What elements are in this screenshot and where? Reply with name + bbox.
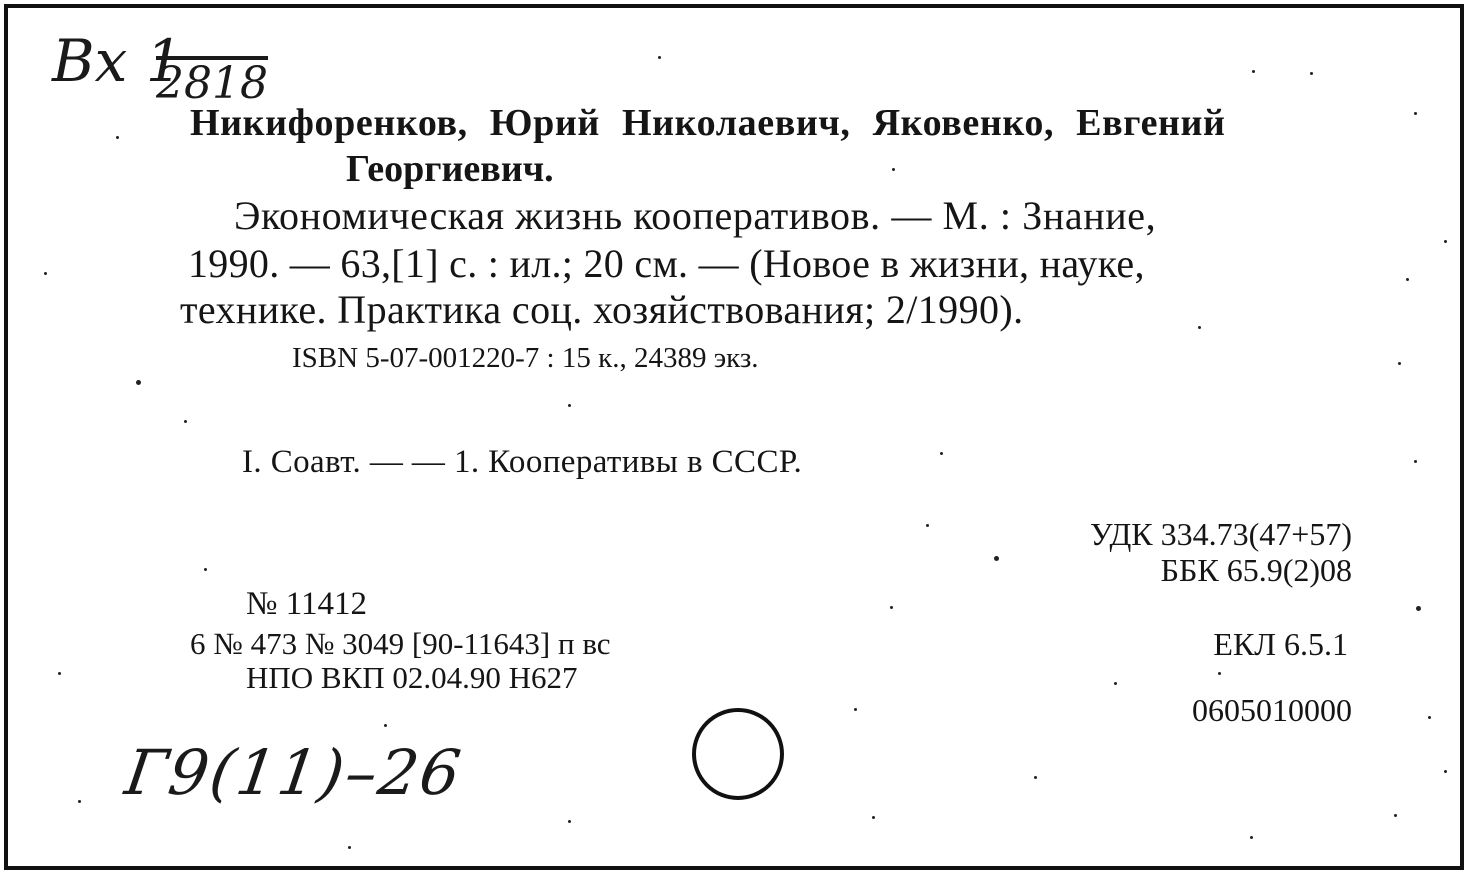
scan-speck bbox=[658, 56, 661, 59]
isbn-line: ISBN 5-07-001220-7 : 15 к., 24389 экз. bbox=[292, 342, 759, 374]
authors-line-1: Никифоренков, Юрий Николаевич, Яковенко, Евгений bbox=[190, 102, 1226, 144]
scan-speck bbox=[994, 556, 999, 561]
order-line: 6 № 473 № 3049 [90-11643] п вс bbox=[190, 626, 611, 661]
scan-speck bbox=[872, 816, 875, 819]
scan-speck bbox=[1250, 836, 1253, 839]
scan-speck bbox=[136, 380, 141, 385]
catalog-card bbox=[4, 4, 1464, 870]
scan-speck bbox=[568, 404, 571, 407]
tracings-line: I. Соавт. — — 1. Кооперативы в СССР. bbox=[242, 444, 803, 480]
scan-speck bbox=[1414, 460, 1417, 463]
card-number: № 11412 bbox=[246, 586, 368, 622]
scan-speck bbox=[78, 800, 81, 803]
scan-speck bbox=[890, 606, 893, 609]
scan-speck bbox=[184, 420, 187, 423]
scan-speck bbox=[1252, 70, 1255, 73]
scan-speck bbox=[44, 272, 47, 275]
ekl-code: ЕКЛ 6.5.1 bbox=[1213, 626, 1348, 662]
scan-speck bbox=[1406, 278, 1409, 281]
scan-speck bbox=[1428, 716, 1431, 719]
scan-speck bbox=[854, 708, 857, 711]
scan-speck bbox=[1394, 814, 1397, 817]
scan-speck bbox=[204, 568, 207, 571]
handwritten-number: 2818 bbox=[156, 58, 268, 109]
title-line-2: 1990. — 63,[1] с. : ил.; 20 см. — (Новое в жизни, науке, bbox=[188, 241, 1145, 286]
scan-speck bbox=[58, 672, 61, 675]
handwritten-prefix: Вх 1 bbox=[52, 27, 183, 95]
scan-speck bbox=[1034, 776, 1037, 779]
handwritten-shelf-mark: Г9(11)–26 bbox=[120, 736, 467, 809]
scan-speck bbox=[1416, 606, 1421, 611]
scan-speck bbox=[348, 846, 351, 849]
scan-speck bbox=[1198, 326, 1201, 329]
scan-speck bbox=[892, 168, 895, 171]
handwritten-inventory-number bbox=[156, 56, 268, 109]
title-line-3: технике. Практика соц. хозяйствования; 2/1990). bbox=[180, 287, 1024, 332]
punch-hole-circle bbox=[688, 704, 788, 804]
scan-speck bbox=[1218, 672, 1221, 675]
scan-speck bbox=[1310, 72, 1313, 75]
bbk-code: ББК 65.9(2)08 bbox=[1160, 552, 1352, 588]
scan-speck bbox=[1398, 362, 1401, 365]
scan-speck bbox=[940, 452, 943, 455]
scan-speck bbox=[926, 524, 929, 527]
title-line-1: Экономическая жизнь кооперативов. — М. : Знание, bbox=[234, 193, 1157, 238]
scan-speck bbox=[568, 820, 571, 823]
scan-speck bbox=[1444, 240, 1447, 243]
scan-speck bbox=[384, 724, 387, 727]
npo-line: НПО ВКП 02.04.90 Н627 bbox=[246, 660, 578, 695]
udk-code: УДК 334.73(47+57) bbox=[1090, 516, 1352, 552]
numeric-code: 0605010000 bbox=[1192, 692, 1352, 728]
scan-speck bbox=[116, 136, 119, 139]
authors-line-2: Георгиевич. bbox=[346, 148, 554, 190]
scan-speck bbox=[1444, 770, 1447, 773]
scan-speck bbox=[1414, 112, 1417, 115]
scan-speck bbox=[1114, 682, 1117, 685]
